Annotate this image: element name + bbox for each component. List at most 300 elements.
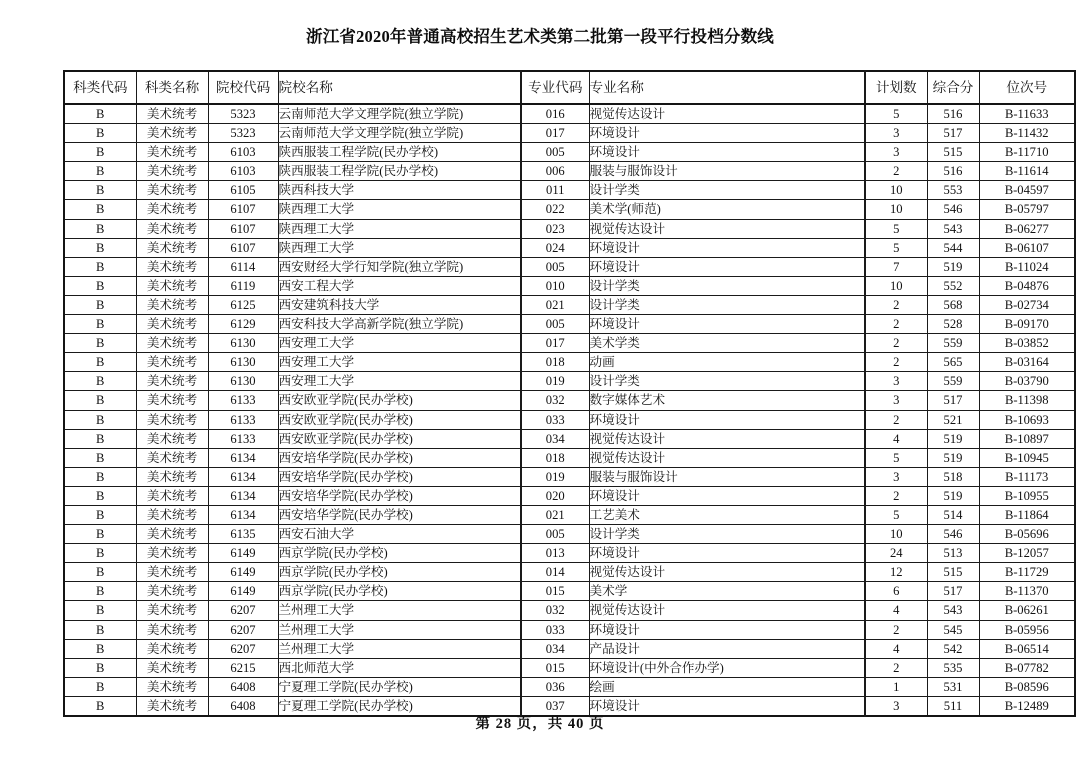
cell-composite-score: 513 bbox=[927, 544, 979, 563]
table-header-row bbox=[64, 71, 1075, 104]
cell-major-name: 服装与服饰设计 bbox=[589, 162, 865, 181]
cell-major-name: 环境设计(中外合作办学) bbox=[589, 658, 865, 677]
table-row bbox=[64, 601, 1075, 620]
table-row bbox=[64, 525, 1075, 544]
cell-subject-name: 美术统考 bbox=[136, 677, 208, 696]
cell-rank-number: B-10693 bbox=[979, 410, 1075, 429]
cell-major-code: 023 bbox=[521, 219, 589, 238]
cell-school-code: 6133 bbox=[208, 410, 278, 429]
cell-school-name: 陕西科技大学 bbox=[278, 181, 521, 200]
cell-school-name: 西安科技大学高新学院(独立学院) bbox=[278, 315, 521, 334]
cell-school-code: 6135 bbox=[208, 525, 278, 544]
cell-composite-score: 519 bbox=[927, 448, 979, 467]
cell-composite-score: 521 bbox=[927, 410, 979, 429]
cell-major-name: 环境设计 bbox=[589, 486, 865, 505]
cell-school-code: 6133 bbox=[208, 391, 278, 410]
cell-school-name: 宁夏理工学院(民办学校) bbox=[278, 696, 521, 716]
cell-subject-code: B bbox=[64, 677, 136, 696]
cell-school-name: 西安欧亚学院(民办学校) bbox=[278, 391, 521, 410]
cell-subject-name: 美术统考 bbox=[136, 162, 208, 181]
cell-rank-number: B-04597 bbox=[979, 181, 1075, 200]
cell-subject-code: B bbox=[64, 620, 136, 639]
cell-rank-number: B-11633 bbox=[979, 104, 1075, 124]
cell-composite-score: 559 bbox=[927, 334, 979, 353]
cell-subject-name: 美术统考 bbox=[136, 448, 208, 467]
cell-school-name: 陕西服装工程学院(民办学校) bbox=[278, 162, 521, 181]
column-header-school-code: 院校代码 bbox=[208, 71, 278, 104]
cell-school-name: 兰州理工大学 bbox=[278, 601, 521, 620]
cell-rank-number: B-11398 bbox=[979, 391, 1075, 410]
cell-major-name: 绘画 bbox=[589, 677, 865, 696]
cell-school-name: 西安工程大学 bbox=[278, 276, 521, 295]
table-row bbox=[64, 334, 1075, 353]
cell-composite-score: 546 bbox=[927, 200, 979, 219]
cell-rank-number: B-03164 bbox=[979, 353, 1075, 372]
cell-subject-name: 美术统考 bbox=[136, 219, 208, 238]
column-header-subject-code: 科类代码 bbox=[64, 71, 136, 104]
cell-school-code: 6215 bbox=[208, 658, 278, 677]
cell-subject-code: B bbox=[64, 372, 136, 391]
cell-composite-score: 519 bbox=[927, 257, 979, 276]
cell-major-name: 视觉传达设计 bbox=[589, 601, 865, 620]
cell-rank-number: B-11370 bbox=[979, 582, 1075, 601]
table-row bbox=[64, 448, 1075, 467]
cell-rank-number: B-11710 bbox=[979, 143, 1075, 162]
table-row bbox=[64, 410, 1075, 429]
cell-school-code: 6114 bbox=[208, 257, 278, 276]
cell-plan-count: 3 bbox=[865, 372, 927, 391]
cell-major-code: 005 bbox=[521, 257, 589, 276]
cell-school-name: 西安培华学院(民办学校) bbox=[278, 448, 521, 467]
cell-school-name: 西安培华学院(民办学校) bbox=[278, 505, 521, 524]
cell-major-name: 设计学类 bbox=[589, 295, 865, 314]
cell-composite-score: 519 bbox=[927, 486, 979, 505]
cell-major-code: 006 bbox=[521, 162, 589, 181]
cell-rank-number: B-11173 bbox=[979, 467, 1075, 486]
cell-subject-name: 美术统考 bbox=[136, 467, 208, 486]
cell-subject-code: B bbox=[64, 162, 136, 181]
cell-major-code: 020 bbox=[521, 486, 589, 505]
cell-school-name: 陕西理工大学 bbox=[278, 200, 521, 219]
cell-composite-score: 514 bbox=[927, 505, 979, 524]
cell-major-code: 011 bbox=[521, 181, 589, 200]
cell-school-code: 6408 bbox=[208, 677, 278, 696]
cell-major-code: 019 bbox=[521, 372, 589, 391]
cell-major-code: 037 bbox=[521, 696, 589, 716]
cell-subject-code: B bbox=[64, 104, 136, 124]
table-row bbox=[64, 219, 1075, 238]
cell-school-name: 兰州理工大学 bbox=[278, 639, 521, 658]
cell-major-name: 设计学类 bbox=[589, 525, 865, 544]
cell-school-code: 6134 bbox=[208, 486, 278, 505]
cell-plan-count: 2 bbox=[865, 353, 927, 372]
cell-composite-score: 517 bbox=[927, 124, 979, 143]
cell-school-name: 西京学院(民办学校) bbox=[278, 563, 521, 582]
cell-subject-code: B bbox=[64, 582, 136, 601]
cell-subject-code: B bbox=[64, 181, 136, 200]
cell-composite-score: 517 bbox=[927, 582, 979, 601]
table-row bbox=[64, 563, 1075, 582]
cell-subject-name: 美术统考 bbox=[136, 143, 208, 162]
cell-rank-number: B-07782 bbox=[979, 658, 1075, 677]
cell-composite-score: 515 bbox=[927, 563, 979, 582]
cell-composite-score: 545 bbox=[927, 620, 979, 639]
cell-plan-count: 1 bbox=[865, 677, 927, 696]
cell-plan-count: 10 bbox=[865, 181, 927, 200]
cell-major-code: 033 bbox=[521, 620, 589, 639]
table-row bbox=[64, 353, 1075, 372]
cell-plan-count: 5 bbox=[865, 505, 927, 524]
cell-subject-name: 美术统考 bbox=[136, 200, 208, 219]
cell-subject-code: B bbox=[64, 257, 136, 276]
cell-major-name: 视觉传达设计 bbox=[589, 219, 865, 238]
table-row bbox=[64, 677, 1075, 696]
cell-school-code: 6105 bbox=[208, 181, 278, 200]
cell-major-name: 产品设计 bbox=[589, 639, 865, 658]
cell-major-name: 视觉传达设计 bbox=[589, 563, 865, 582]
cell-plan-count: 3 bbox=[865, 467, 927, 486]
cell-subject-name: 美术统考 bbox=[136, 544, 208, 563]
cell-rank-number: B-10945 bbox=[979, 448, 1075, 467]
cell-school-code: 6103 bbox=[208, 143, 278, 162]
cell-composite-score: 546 bbox=[927, 525, 979, 544]
cell-plan-count: 3 bbox=[865, 391, 927, 410]
cell-plan-count: 10 bbox=[865, 276, 927, 295]
table-row bbox=[64, 315, 1075, 334]
cell-school-name: 西安理工大学 bbox=[278, 334, 521, 353]
cell-subject-code: B bbox=[64, 143, 136, 162]
table-row bbox=[64, 372, 1075, 391]
cell-plan-count: 2 bbox=[865, 315, 927, 334]
cell-subject-code: B bbox=[64, 295, 136, 314]
cell-school-code: 6130 bbox=[208, 353, 278, 372]
cell-school-code: 6149 bbox=[208, 544, 278, 563]
column-header-composite-score: 综合分 bbox=[927, 71, 979, 104]
cell-school-code: 6107 bbox=[208, 200, 278, 219]
cell-composite-score: 531 bbox=[927, 677, 979, 696]
cell-subject-code: B bbox=[64, 639, 136, 658]
cell-major-code: 013 bbox=[521, 544, 589, 563]
cell-subject-name: 美术统考 bbox=[136, 391, 208, 410]
cell-major-code: 032 bbox=[521, 391, 589, 410]
cell-school-code: 6133 bbox=[208, 429, 278, 448]
cell-school-name: 西京学院(民办学校) bbox=[278, 544, 521, 563]
cell-school-code: 6103 bbox=[208, 162, 278, 181]
cell-composite-score: 568 bbox=[927, 295, 979, 314]
cell-plan-count: 2 bbox=[865, 486, 927, 505]
cell-plan-count: 5 bbox=[865, 448, 927, 467]
column-header-major-name: 专业名称 bbox=[589, 71, 865, 104]
cell-school-code: 6207 bbox=[208, 601, 278, 620]
column-header-school-name: 院校名称 bbox=[278, 71, 521, 104]
cell-rank-number: B-05696 bbox=[979, 525, 1075, 544]
cell-school-code: 6134 bbox=[208, 467, 278, 486]
cell-school-code: 6129 bbox=[208, 315, 278, 334]
cell-composite-score: 543 bbox=[927, 219, 979, 238]
cell-subject-code: B bbox=[64, 219, 136, 238]
admission-score-table bbox=[63, 70, 1076, 717]
cell-school-code: 6149 bbox=[208, 563, 278, 582]
cell-composite-score: 565 bbox=[927, 353, 979, 372]
table-row bbox=[64, 505, 1075, 524]
cell-plan-count: 3 bbox=[865, 124, 927, 143]
cell-plan-count: 2 bbox=[865, 295, 927, 314]
cell-school-name: 西安财经大学行知学院(独立学院) bbox=[278, 257, 521, 276]
cell-rank-number: B-12489 bbox=[979, 696, 1075, 716]
table-row bbox=[64, 658, 1075, 677]
cell-subject-name: 美术统考 bbox=[136, 353, 208, 372]
cell-subject-name: 美术统考 bbox=[136, 372, 208, 391]
cell-school-name: 西北师范大学 bbox=[278, 658, 521, 677]
cell-school-name: 西安石油大学 bbox=[278, 525, 521, 544]
cell-major-code: 015 bbox=[521, 658, 589, 677]
cell-school-name: 西安欧亚学院(民办学校) bbox=[278, 410, 521, 429]
cell-plan-count: 24 bbox=[865, 544, 927, 563]
cell-rank-number: B-06107 bbox=[979, 238, 1075, 257]
cell-subject-name: 美术统考 bbox=[136, 429, 208, 448]
cell-plan-count: 3 bbox=[865, 696, 927, 716]
cell-major-code: 034 bbox=[521, 639, 589, 658]
table-row bbox=[64, 238, 1075, 257]
cell-school-name: 西安培华学院(民办学校) bbox=[278, 486, 521, 505]
page-title: 浙江省2020年普通高校招生艺术类第二批第一段平行投档分数线 bbox=[306, 27, 774, 46]
cell-major-code: 014 bbox=[521, 563, 589, 582]
cell-major-name: 设计学类 bbox=[589, 276, 865, 295]
cell-subject-name: 美术统考 bbox=[136, 696, 208, 716]
cell-major-name: 视觉传达设计 bbox=[589, 104, 865, 124]
cell-subject-code: B bbox=[64, 486, 136, 505]
cell-major-name: 环境设计 bbox=[589, 238, 865, 257]
cell-subject-code: B bbox=[64, 525, 136, 544]
table-row bbox=[64, 181, 1075, 200]
cell-major-name: 设计学类 bbox=[589, 372, 865, 391]
cell-plan-count: 5 bbox=[865, 104, 927, 124]
cell-school-name: 陕西服装工程学院(民办学校) bbox=[278, 143, 521, 162]
cell-subject-name: 美术统考 bbox=[136, 582, 208, 601]
table-row bbox=[64, 486, 1075, 505]
cell-school-name: 西安欧亚学院(民办学校) bbox=[278, 429, 521, 448]
cell-plan-count: 5 bbox=[865, 219, 927, 238]
cell-major-name: 工艺美术 bbox=[589, 505, 865, 524]
cell-rank-number: B-04876 bbox=[979, 276, 1075, 295]
table-row bbox=[64, 295, 1075, 314]
cell-major-name: 环境设计 bbox=[589, 257, 865, 276]
table-row bbox=[64, 276, 1075, 295]
cell-major-code: 032 bbox=[521, 601, 589, 620]
table-header bbox=[64, 71, 1075, 104]
cell-major-code: 017 bbox=[521, 334, 589, 353]
cell-subject-name: 美术统考 bbox=[136, 505, 208, 524]
cell-plan-count: 10 bbox=[865, 200, 927, 219]
cell-school-code: 6125 bbox=[208, 295, 278, 314]
cell-major-code: 021 bbox=[521, 505, 589, 524]
cell-composite-score: 519 bbox=[927, 429, 979, 448]
cell-school-name: 云南师范大学文理学院(独立学院) bbox=[278, 124, 521, 143]
cell-plan-count: 10 bbox=[865, 525, 927, 544]
cell-subject-code: B bbox=[64, 391, 136, 410]
cell-rank-number: B-12057 bbox=[979, 544, 1075, 563]
cell-subject-name: 美术统考 bbox=[136, 181, 208, 200]
cell-school-name: 陕西理工大学 bbox=[278, 219, 521, 238]
cell-plan-count: 4 bbox=[865, 429, 927, 448]
table-row bbox=[64, 143, 1075, 162]
cell-school-code: 6149 bbox=[208, 582, 278, 601]
cell-subject-name: 美术统考 bbox=[136, 639, 208, 658]
table-row bbox=[64, 391, 1075, 410]
cell-major-name: 动画 bbox=[589, 353, 865, 372]
cell-subject-name: 美术统考 bbox=[136, 525, 208, 544]
cell-subject-code: B bbox=[64, 334, 136, 353]
score-table-container bbox=[63, 70, 1049, 717]
cell-major-code: 017 bbox=[521, 124, 589, 143]
cell-major-name: 美术学(师范) bbox=[589, 200, 865, 219]
cell-plan-count: 3 bbox=[865, 143, 927, 162]
cell-major-name: 环境设计 bbox=[589, 696, 865, 716]
cell-composite-score: 528 bbox=[927, 315, 979, 334]
cell-rank-number: B-08596 bbox=[979, 677, 1075, 696]
cell-composite-score: 535 bbox=[927, 658, 979, 677]
cell-school-code: 6207 bbox=[208, 639, 278, 658]
table-body bbox=[64, 104, 1075, 716]
cell-major-name: 服装与服饰设计 bbox=[589, 467, 865, 486]
cell-rank-number: B-09170 bbox=[979, 315, 1075, 334]
cell-major-code: 005 bbox=[521, 143, 589, 162]
cell-rank-number: B-10897 bbox=[979, 429, 1075, 448]
cell-school-code: 6207 bbox=[208, 620, 278, 639]
cell-rank-number: B-10955 bbox=[979, 486, 1075, 505]
cell-major-name: 视觉传达设计 bbox=[589, 448, 865, 467]
cell-major-code: 016 bbox=[521, 104, 589, 124]
cell-major-name: 设计学类 bbox=[589, 181, 865, 200]
cell-subject-name: 美术统考 bbox=[136, 257, 208, 276]
cell-composite-score: 542 bbox=[927, 639, 979, 658]
cell-composite-score: 544 bbox=[927, 238, 979, 257]
cell-plan-count: 2 bbox=[865, 620, 927, 639]
cell-major-code: 010 bbox=[521, 276, 589, 295]
cell-school-code: 6130 bbox=[208, 372, 278, 391]
column-header-rank-number: 位次号 bbox=[979, 71, 1075, 104]
column-header-plan-count: 计划数 bbox=[865, 71, 927, 104]
column-header-subject-name: 科类名称 bbox=[136, 71, 208, 104]
cell-subject-code: B bbox=[64, 601, 136, 620]
cell-composite-score: 552 bbox=[927, 276, 979, 295]
cell-composite-score: 553 bbox=[927, 181, 979, 200]
cell-major-code: 005 bbox=[521, 315, 589, 334]
cell-school-code: 6119 bbox=[208, 276, 278, 295]
cell-rank-number: B-06261 bbox=[979, 601, 1075, 620]
table-row bbox=[64, 162, 1075, 181]
cell-subject-code: B bbox=[64, 276, 136, 295]
cell-subject-code: B bbox=[64, 124, 136, 143]
cell-school-name: 兰州理工大学 bbox=[278, 620, 521, 639]
cell-subject-code: B bbox=[64, 353, 136, 372]
cell-subject-code: B bbox=[64, 238, 136, 257]
cell-school-code: 6107 bbox=[208, 219, 278, 238]
cell-plan-count: 6 bbox=[865, 582, 927, 601]
cell-major-name: 美术学类 bbox=[589, 334, 865, 353]
table-row bbox=[64, 582, 1075, 601]
cell-subject-code: B bbox=[64, 696, 136, 716]
cell-school-code: 6134 bbox=[208, 505, 278, 524]
cell-major-code: 034 bbox=[521, 429, 589, 448]
cell-rank-number: B-11614 bbox=[979, 162, 1075, 181]
cell-subject-code: B bbox=[64, 410, 136, 429]
cell-subject-name: 美术统考 bbox=[136, 295, 208, 314]
cell-school-code: 5323 bbox=[208, 104, 278, 124]
cell-subject-name: 美术统考 bbox=[136, 410, 208, 429]
cell-subject-name: 美术统考 bbox=[136, 104, 208, 124]
cell-major-name: 环境设计 bbox=[589, 544, 865, 563]
cell-rank-number: B-03852 bbox=[979, 334, 1075, 353]
cell-plan-count: 2 bbox=[865, 162, 927, 181]
cell-major-code: 033 bbox=[521, 410, 589, 429]
cell-rank-number: B-05956 bbox=[979, 620, 1075, 639]
cell-school-name: 云南师范大学文理学院(独立学院) bbox=[278, 104, 521, 124]
cell-subject-code: B bbox=[64, 544, 136, 563]
cell-plan-count: 2 bbox=[865, 410, 927, 429]
cell-major-code: 036 bbox=[521, 677, 589, 696]
cell-rank-number: B-11024 bbox=[979, 257, 1075, 276]
cell-plan-count: 7 bbox=[865, 257, 927, 276]
cell-subject-code: B bbox=[64, 505, 136, 524]
cell-major-code: 022 bbox=[521, 200, 589, 219]
table-row bbox=[64, 124, 1075, 143]
table-row bbox=[64, 104, 1075, 124]
cell-rank-number: B-06277 bbox=[979, 219, 1075, 238]
cell-subject-name: 美术统考 bbox=[136, 658, 208, 677]
cell-composite-score: 543 bbox=[927, 601, 979, 620]
cell-subject-code: B bbox=[64, 467, 136, 486]
cell-subject-name: 美术统考 bbox=[136, 334, 208, 353]
cell-plan-count: 2 bbox=[865, 658, 927, 677]
cell-school-name: 西安理工大学 bbox=[278, 353, 521, 372]
cell-major-code: 018 bbox=[521, 353, 589, 372]
cell-plan-count: 4 bbox=[865, 639, 927, 658]
table-row bbox=[64, 544, 1075, 563]
cell-major-code: 018 bbox=[521, 448, 589, 467]
cell-rank-number: B-06514 bbox=[979, 639, 1075, 658]
cell-plan-count: 4 bbox=[865, 601, 927, 620]
cell-composite-score: 559 bbox=[927, 372, 979, 391]
cell-subject-name: 美术统考 bbox=[136, 601, 208, 620]
cell-major-name: 视觉传达设计 bbox=[589, 429, 865, 448]
cell-major-name: 数字媒体艺术 bbox=[589, 391, 865, 410]
cell-subject-code: B bbox=[64, 563, 136, 582]
cell-subject-code: B bbox=[64, 658, 136, 677]
table-row bbox=[64, 467, 1075, 486]
cell-rank-number: B-03790 bbox=[979, 372, 1075, 391]
cell-composite-score: 517 bbox=[927, 391, 979, 410]
cell-major-code: 021 bbox=[521, 295, 589, 314]
cell-school-code: 6408 bbox=[208, 696, 278, 716]
cell-major-name: 环境设计 bbox=[589, 620, 865, 639]
cell-rank-number: B-02734 bbox=[979, 295, 1075, 314]
cell-subject-name: 美术统考 bbox=[136, 486, 208, 505]
cell-school-name: 西安理工大学 bbox=[278, 372, 521, 391]
cell-school-code: 6134 bbox=[208, 448, 278, 467]
cell-rank-number: B-11432 bbox=[979, 124, 1075, 143]
cell-composite-score: 511 bbox=[927, 696, 979, 716]
cell-school-name: 西安建筑科技大学 bbox=[278, 295, 521, 314]
cell-rank-number: B-11864 bbox=[979, 505, 1075, 524]
table-row bbox=[64, 429, 1075, 448]
cell-subject-name: 美术统考 bbox=[136, 315, 208, 334]
cell-subject-name: 美术统考 bbox=[136, 276, 208, 295]
cell-major-name: 环境设计 bbox=[589, 143, 865, 162]
cell-school-name: 宁夏理工学院(民办学校) bbox=[278, 677, 521, 696]
cell-composite-score: 515 bbox=[927, 143, 979, 162]
cell-school-name: 西安培华学院(民办学校) bbox=[278, 467, 521, 486]
